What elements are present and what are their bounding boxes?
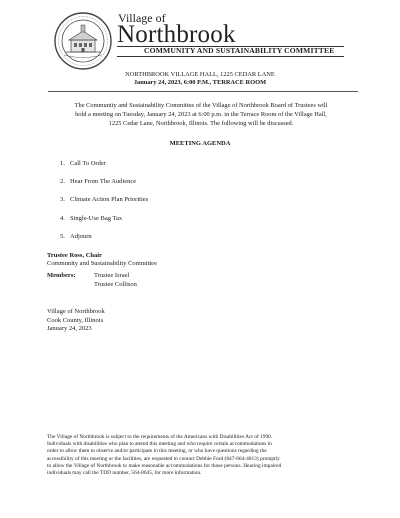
member-name: Trustee Israel bbox=[94, 272, 130, 279]
section-divider bbox=[48, 91, 358, 92]
letterhead-committee: COMMUNITY AND SUSTAINABILITY COMMITTEE bbox=[144, 46, 335, 55]
agenda-item-text: Hear From The Audience bbox=[70, 178, 137, 186]
intro-line: hold a meeting on Tuesday, January 24, 2023 at 6:00 p.m. in the Terrace Room of the Village Hall, bbox=[75, 111, 327, 118]
agenda-list bbox=[60, 160, 148, 251]
agenda-item-number: 5. bbox=[60, 232, 65, 240]
letterhead-rule-bottom bbox=[117, 56, 344, 57]
ada-notice-line: order to allow them to observe and/or participate in this meeting, or who have questions regarding the bbox=[47, 448, 267, 455]
signature-block bbox=[47, 308, 105, 334]
ada-notice bbox=[47, 434, 365, 477]
agenda-item-number: 2. bbox=[60, 178, 65, 186]
location-address: NORTHBROOK VILLAGE HALL, 1225 CEDAR LANE bbox=[125, 71, 275, 78]
agenda-item-text: Climate Action Plan Priorities bbox=[70, 196, 149, 204]
agenda-item bbox=[60, 233, 148, 241]
location-datetime: January 24, 2023, 6:00 P.M., TERRACE ROOM bbox=[133, 79, 267, 86]
agenda-item-number: 1. bbox=[60, 160, 65, 167]
ada-notice-line: The Village of Northbrook is subject to the requirements of the Americans with Disabilities Act of 1990. bbox=[47, 434, 273, 440]
agenda-item bbox=[60, 160, 148, 168]
agenda-item bbox=[60, 215, 148, 223]
meeting-location bbox=[0, 71, 400, 87]
village-seal-icon bbox=[54, 12, 112, 70]
agenda-item-number: 4. bbox=[60, 214, 65, 222]
letterhead-village-of: Village of bbox=[118, 11, 166, 25]
members-names bbox=[94, 272, 137, 289]
agenda-title: MEETING AGENDA bbox=[169, 140, 231, 147]
intro-paragraph bbox=[44, 101, 358, 128]
agenda-item-text: Adjourn bbox=[70, 232, 92, 240]
ada-notice-line: Individuals with disabilities who plan to attend this meeting and who require certain accommodations in bbox=[47, 441, 272, 448]
letterhead-northbrook: Northbrook bbox=[117, 21, 236, 48]
chair-committee: Community and Sustainability Committee bbox=[47, 260, 157, 267]
member-name: Trustee Collison bbox=[94, 280, 137, 288]
intro-line: The Community and Sustainability Committee of the Village of Northbrook Board of Trustees will bbox=[74, 102, 328, 109]
chair-name: Trustee Ross, Chair bbox=[47, 252, 102, 259]
signature-line: Cook County, Illinois bbox=[47, 316, 104, 324]
agenda-item bbox=[60, 178, 148, 186]
agenda-item-text: Single-Use Bag Tax bbox=[70, 214, 123, 222]
ada-notice-line: accessibility of this meeting or the facilities, are requested to contact Debbie Ford (847-664-4013) promptly bbox=[47, 455, 280, 462]
ada-notice-line: to allow the Village of Northbrook to make reasonable accommodations for those persons. Hearing impaired bbox=[47, 462, 282, 469]
signature-line: January 24, 2023 bbox=[47, 325, 92, 332]
signature-line: Village of Northbrook bbox=[47, 308, 105, 315]
agenda-item bbox=[60, 196, 148, 204]
committee-chair bbox=[47, 252, 157, 268]
ada-notice-line: individuals may call the TDD number, 564-8645, for more information. bbox=[47, 470, 202, 477]
agenda-item-number: 3. bbox=[60, 196, 65, 204]
intro-line: 1225 Cedar Lane, Northbrook, Illinois. The following will be discussed. bbox=[108, 120, 294, 127]
agenda-item-text: Call To Order bbox=[70, 160, 106, 167]
members-label: Members: bbox=[47, 272, 76, 279]
